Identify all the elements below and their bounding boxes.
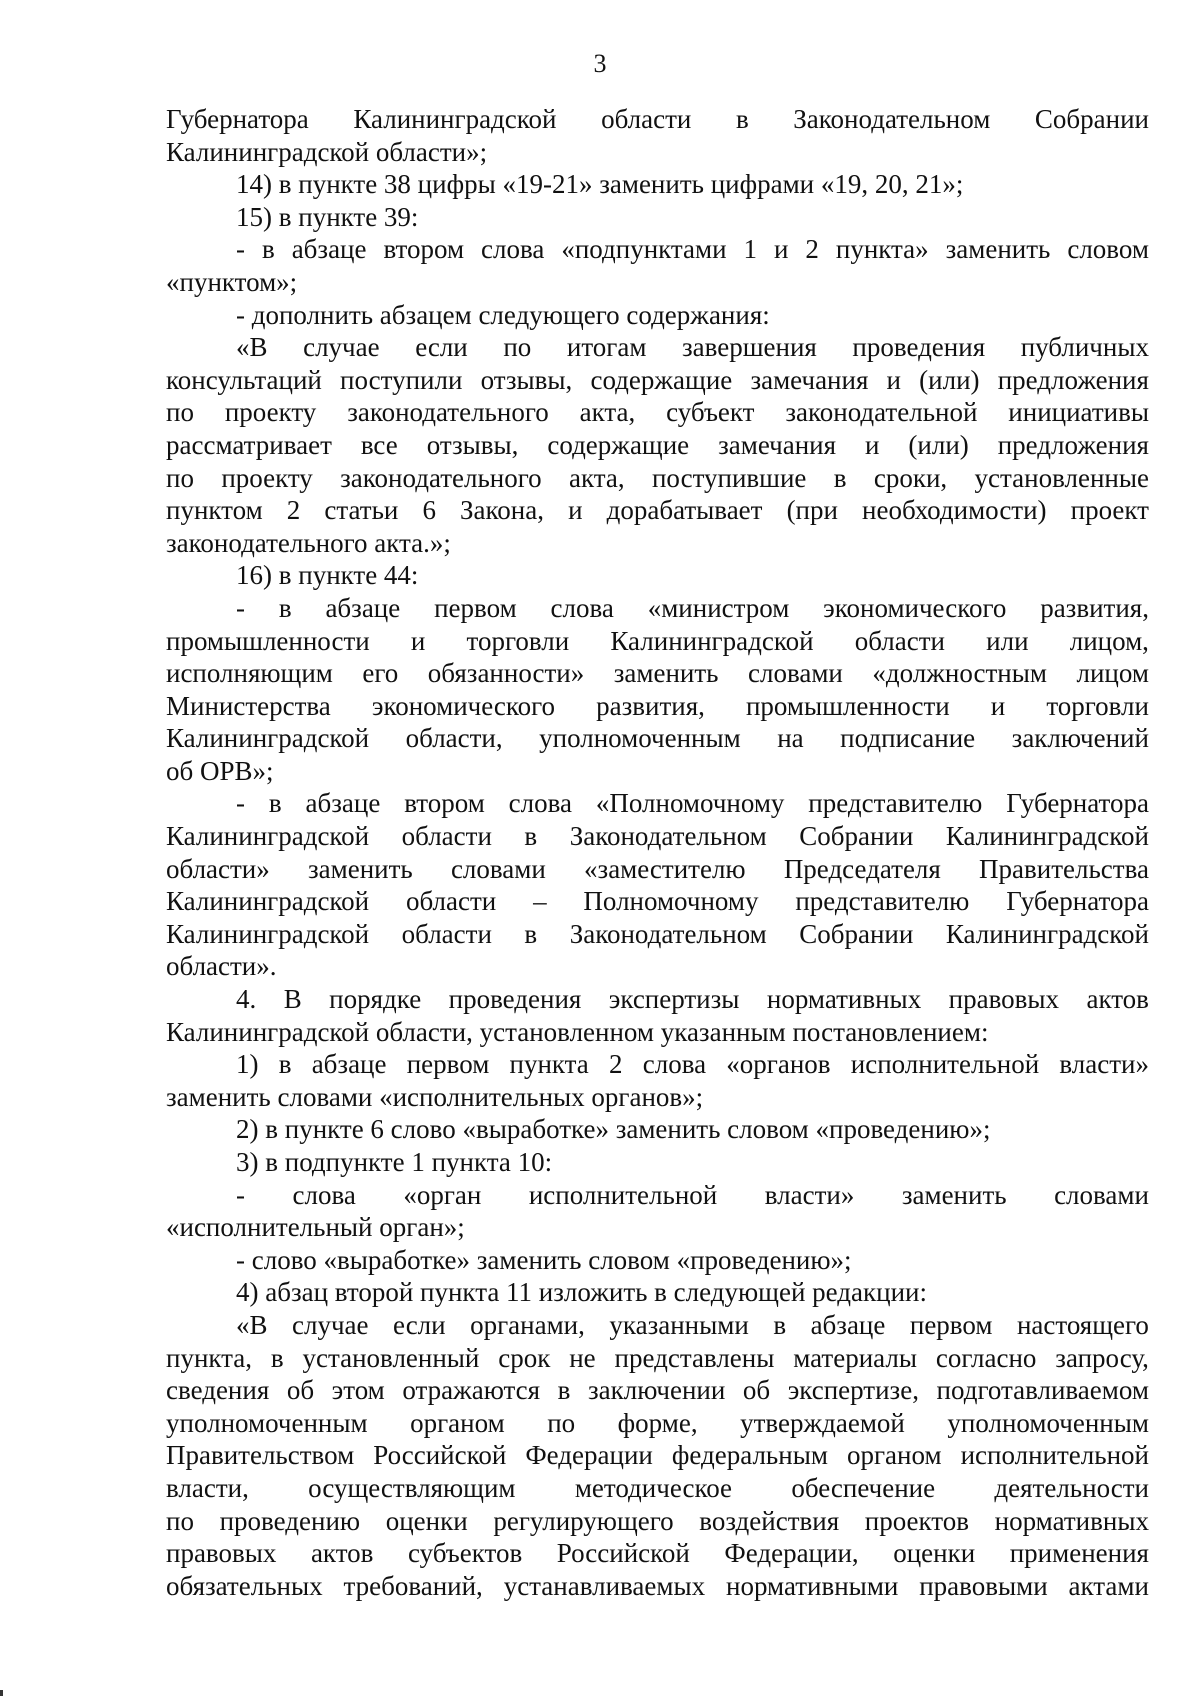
- text-line: - в абзаце первом слова «министром экономического развития,: [236, 592, 1149, 623]
- text-line: Калининградской области, установленном указанным постановлением:: [166, 1016, 989, 1047]
- text-line: Губернатора Калининградской области в Законодательном Собрании: [166, 104, 1149, 134]
- text-line: - слово «выработке» заменить словом «проведению»;: [236, 1244, 852, 1275]
- document-body: [166, 103, 1149, 1602]
- text-line: по проведению оценки регулирующего воздействия проектов нормативных: [166, 1505, 1149, 1536]
- text-line: заменить словами «исполнительных органов»;: [166, 1081, 704, 1112]
- text-line: 16) в пункте 44:: [236, 560, 419, 591]
- text-line: пунктом 2 статьи 6 Закона, и дорабатывает (при необходимости) проект: [166, 495, 1149, 526]
- text-line: Калининградской области – Полномочному представителю Губернатора: [166, 886, 1149, 917]
- text-line: области».: [166, 951, 277, 982]
- text-line: области» заменить словами «заместителю Председателя Правительства: [166, 853, 1149, 884]
- text-line: - дополнить абзацем следующего содержания:: [236, 299, 770, 330]
- text-line: 14) в пункте 38 цифры «19-21» заменить цифрами «19, 20, 21»;: [236, 169, 964, 200]
- text-line: Калининградской области в Законодательном Собрании Калининградской: [166, 918, 1149, 949]
- text-line: законодательного акта.»;: [166, 527, 451, 558]
- text-line: по проекту законодательного акта, субъект законодательной инициативы: [166, 397, 1149, 428]
- text-line: Министерства экономического развития, промышленности и торговли: [166, 690, 1149, 721]
- text-line: власти, осуществляющим методическое обеспечение деятельности: [166, 1472, 1149, 1503]
- text-line: 4) абзац второй пункта 11 изложить в следующей редакции:: [236, 1277, 927, 1308]
- text-line: «пунктом»;: [166, 266, 298, 297]
- text-line: «В случае если органами, указанными в абзаце первом настоящего: [236, 1309, 1149, 1340]
- margin-mark: [0, 1690, 3, 1696]
- text-line: 3) в подпункте 1 пункта 10:: [236, 1147, 553, 1177]
- text-line: пункта, в установленный срок не представлены материалы согласно запросу,: [166, 1342, 1149, 1373]
- text-line: 4. В порядке проведения экспертизы нормативных правовых актов: [236, 984, 1149, 1015]
- text-line: обязательных требований, устанавливаемых нормативными правовыми актами: [166, 1570, 1149, 1601]
- text-line: об ОРВ»;: [166, 755, 274, 786]
- text-line: рассматривает все отзывы, содержащие замечания и (или) предложения: [166, 429, 1149, 460]
- text-line: Калининградской области в Законодательном Собрании Калининградской: [166, 821, 1149, 852]
- text-line: «В случае если по итогам завершения проведения публичных: [236, 332, 1149, 363]
- text-line: промышленности и торговли Калининградской области или лицом,: [166, 625, 1149, 656]
- text-line: Калининградской области, уполномоченным на подписание заключений: [166, 723, 1149, 754]
- text-line: консультаций поступили отзывы, содержащие замечания и (или) предложения: [166, 364, 1149, 395]
- text-line: Калининградской области»;: [166, 136, 488, 167]
- text-line: 1) в абзаце первом пункта 2 слова «органов исполнительной власти»: [236, 1049, 1149, 1080]
- text-line: исполняющим его обязанности» заменить словами «должностным лицом: [166, 658, 1149, 689]
- text-line: правовых актов субъектов Российской Федерации, оценки применения: [166, 1538, 1149, 1569]
- text-line: - слова «орган исполнительной власти» заменить словами: [236, 1179, 1149, 1210]
- text-line: - в абзаце втором слова «Полномочному представителю Губернатора: [236, 788, 1149, 819]
- text-line: по проекту законодательного акта, поступившие в сроки, установленные: [166, 462, 1149, 493]
- text-line: «исполнительный орган»;: [166, 1212, 465, 1243]
- text-line: 15) в пункте 39:: [236, 201, 419, 232]
- text-line: сведения об этом отражаются в заключении об экспертизе, подготавливаемом: [166, 1375, 1149, 1406]
- text-line: Правительством Российской Федерации федеральным органом исполнительной: [166, 1440, 1149, 1471]
- text-line: - в абзаце втором слова «подпунктами 1 и 2 пункта» заменить словом: [236, 234, 1149, 265]
- page-number: 3: [593, 49, 607, 78]
- text-line: уполномоченным органом по форме, утверждаемой уполномоченным: [166, 1407, 1149, 1438]
- text-line: 2) в пункте 6 слово «выработке» заменить словом «проведению»;: [236, 1114, 991, 1145]
